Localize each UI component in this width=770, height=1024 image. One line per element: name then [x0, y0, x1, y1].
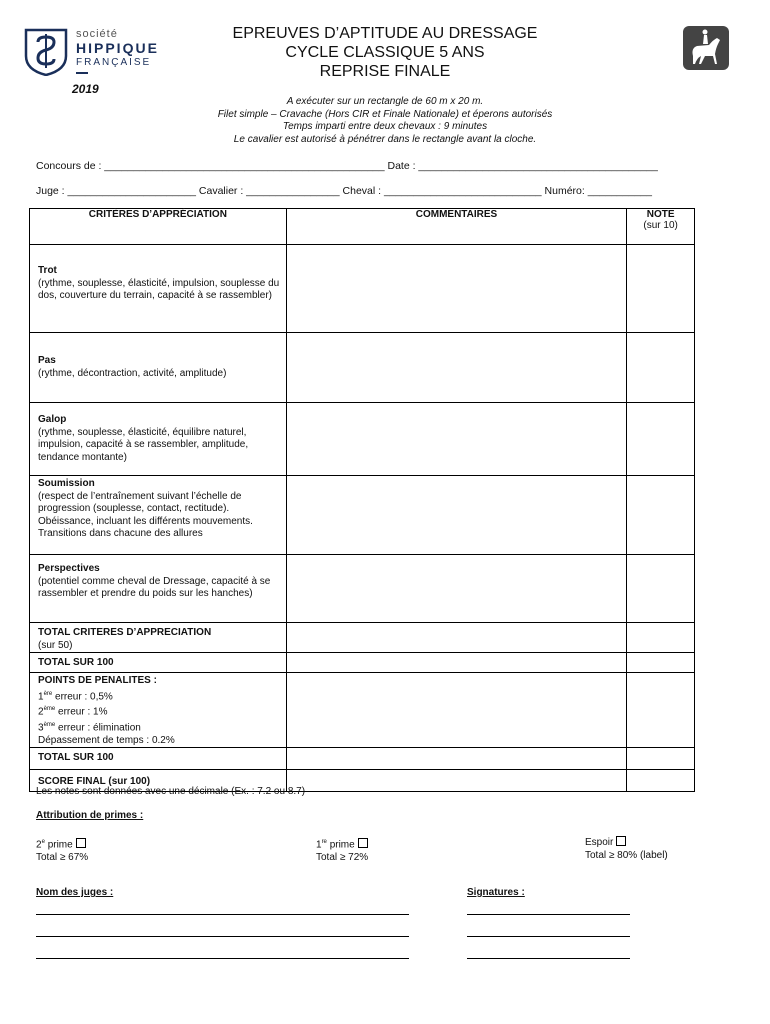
table-row	[30, 245, 695, 333]
note-cell[interactable]	[627, 245, 695, 333]
evaluation-table	[29, 208, 695, 792]
criterion-title: Galop	[38, 414, 67, 425]
comment-cell[interactable]	[286, 555, 627, 623]
judge-name-line-1[interactable]	[36, 914, 409, 915]
espoir-total: Total ≥ 80% (label)	[585, 850, 668, 861]
comment-cell[interactable]	[286, 403, 627, 476]
total-sur-100	[30, 653, 287, 673]
penalty-1: 1ère erreur : 0,5%	[38, 690, 113, 702]
note-cell[interactable]	[627, 653, 695, 673]
header-comments: COMMENTAIRES	[286, 209, 627, 245]
prime-1-total: Total ≥ 72%	[316, 852, 369, 864]
note-cell[interactable]	[627, 748, 695, 770]
field-concours-date[interactable]: Concours de : ________________________________________________ Date : _________________________________________	[36, 160, 658, 172]
criterion-title: Soumission	[38, 478, 95, 489]
attribution-heading: Attribution de primes :	[36, 810, 144, 821]
instruction-3: Temps imparti entre deux chevaux : 9 minutes	[282, 121, 488, 132]
criterion-soumission	[30, 476, 287, 555]
judge-name-line-3[interactable]	[36, 958, 409, 959]
header-note	[627, 209, 695, 245]
table-row	[30, 333, 695, 403]
signature-line-2[interactable]	[467, 936, 630, 937]
criterion-pas	[30, 333, 287, 403]
note-cell[interactable]	[627, 555, 695, 623]
logo-text-societe: société	[76, 28, 118, 40]
judges-heading: Nom des juges :	[36, 887, 114, 898]
total-criteres	[30, 623, 287, 653]
table-row	[30, 555, 695, 623]
note-cell[interactable]	[627, 333, 695, 403]
instruction-4: Le cavalier est autorisé à pénétrer dans le rectangle avant la cloche.	[233, 133, 537, 145]
header-note-label: NOTE	[646, 209, 675, 220]
table-row	[30, 673, 695, 748]
table-row	[30, 403, 695, 476]
table-header-row	[30, 209, 695, 245]
penalties	[30, 673, 287, 748]
score-final-label: SCORE FINAL (sur 100)	[38, 776, 151, 788]
comment-cell[interactable]	[286, 748, 627, 770]
criterion-desc: (rythme, décontraction, activité, amplitude)	[38, 367, 227, 379]
total-criteres-sub: (sur 50)	[38, 639, 73, 651]
criterion-title: Trot	[38, 265, 57, 276]
total-sur-100-b	[30, 748, 287, 770]
total-sur-100-label: TOTAL SUR 100	[38, 657, 114, 668]
logo-dash	[76, 72, 88, 74]
criterion-perspectives	[30, 555, 287, 623]
signatures-heading: Signatures :	[467, 887, 525, 898]
note-cell[interactable]	[627, 770, 695, 792]
table-row	[30, 653, 695, 673]
instruction-2: Filet simple – Cravache (Hors CIR et Finale Nationale) et éperons autorisés	[217, 108, 553, 120]
note-cell[interactable]	[627, 623, 695, 653]
criterion-desc: (potentiel comme cheval de Dressage, capacité à se rassembler et prendre du poids sur les hanches)	[38, 575, 271, 599]
penalties-title: POINTS DE PENALITES :	[38, 675, 157, 686]
instructions	[160, 96, 610, 146]
shield-logo-icon	[24, 28, 68, 76]
signature-line-3[interactable]	[467, 958, 630, 959]
logo-text-francaise: FRANÇAISE	[76, 57, 152, 68]
penalty-time: Dépassement de temps : 0.2%	[38, 734, 175, 746]
comment-cell[interactable]	[286, 673, 627, 748]
criterion-galop	[30, 403, 287, 476]
note-cell[interactable]	[627, 673, 695, 748]
criterion-title: Perspectives	[38, 563, 100, 574]
note-cell[interactable]	[627, 476, 695, 555]
comment-cell[interactable]	[286, 653, 627, 673]
instruction-1: A exécuter sur un rectangle de 60 m x 20 m.	[286, 96, 484, 107]
prime-1-checkbox[interactable]	[358, 838, 368, 848]
title-line-2: CYCLE CLASSIQUE 5 ANS	[285, 44, 485, 61]
criterion-trot	[30, 245, 287, 333]
title-line-3: REPRISE FINALE	[319, 63, 451, 80]
logo-text-hippique: HIPPIQUE	[76, 40, 159, 56]
espoir: Espoir Total ≥ 80% (label)	[585, 837, 668, 861]
signature-line-1[interactable]	[467, 914, 630, 915]
title-line-1: EPREUVES D’APTITUDE AU DRESSAGE	[232, 25, 538, 42]
header-criteria: CRITÈRES D’APPRÉCIATION	[30, 209, 287, 245]
prime-1: 1re prime Total ≥ 72%	[316, 839, 369, 864]
comment-cell[interactable]	[286, 333, 627, 403]
comment-cell[interactable]	[286, 770, 627, 792]
page-title	[180, 24, 590, 81]
comment-cell[interactable]	[286, 476, 627, 555]
prime-2-total: Total ≥ 67%	[36, 852, 89, 864]
espoir-checkbox[interactable]	[616, 836, 626, 846]
penalty-2: 2ème erreur : 1%	[38, 706, 108, 718]
prime-2-checkbox[interactable]	[76, 838, 86, 848]
comment-cell[interactable]	[286, 623, 627, 653]
header-note-sub: (sur 10)	[643, 220, 678, 231]
dressage-horse-icon	[683, 26, 729, 70]
penalty-3: 3ème erreur : élimination	[38, 722, 141, 734]
criterion-title: Pas	[38, 355, 56, 366]
prime-2: 2e prime Total ≥ 67%	[36, 839, 89, 864]
shf-logo	[24, 28, 164, 84]
comment-cell[interactable]	[286, 245, 627, 333]
year: 2019	[72, 82, 99, 96]
total-criteres-title: TOTAL CRITERES D’APPRECIATION	[38, 627, 212, 638]
criterion-desc: (rythme, souplesse, élasticité, équilibre naturel, impulsion, capacité à se rassembler, amplitude, tendance montante)	[38, 426, 249, 463]
note-cell[interactable]	[627, 403, 695, 476]
judge-name-line-2[interactable]	[36, 936, 409, 937]
table-row	[30, 748, 695, 770]
total-sur-100-b-label: TOTAL SUR 100	[38, 752, 114, 764]
table-row	[30, 623, 695, 653]
criterion-desc: (rythme, souplesse, élasticité, impulsion, souplesse du dos, couverture du terrain, capacité à se rassembler)	[38, 277, 280, 301]
field-juge-cavalier-cheval[interactable]: Juge : ______________________ Cavalier : ________________ Cheval : ___________________________ Numéro: ___________	[36, 185, 652, 197]
criterion-desc: (respect de l’entraînement suivant l’échelle de progression (souplesse, contact, rectitude). Obéissance, incluant les différents mouvements. Transitions dans chacune des allures	[38, 490, 253, 539]
decimal-note: Les notes sont données avec une décimale (Ex. : 7.2 ou 8.7)	[36, 786, 306, 797]
table-row	[30, 476, 695, 555]
